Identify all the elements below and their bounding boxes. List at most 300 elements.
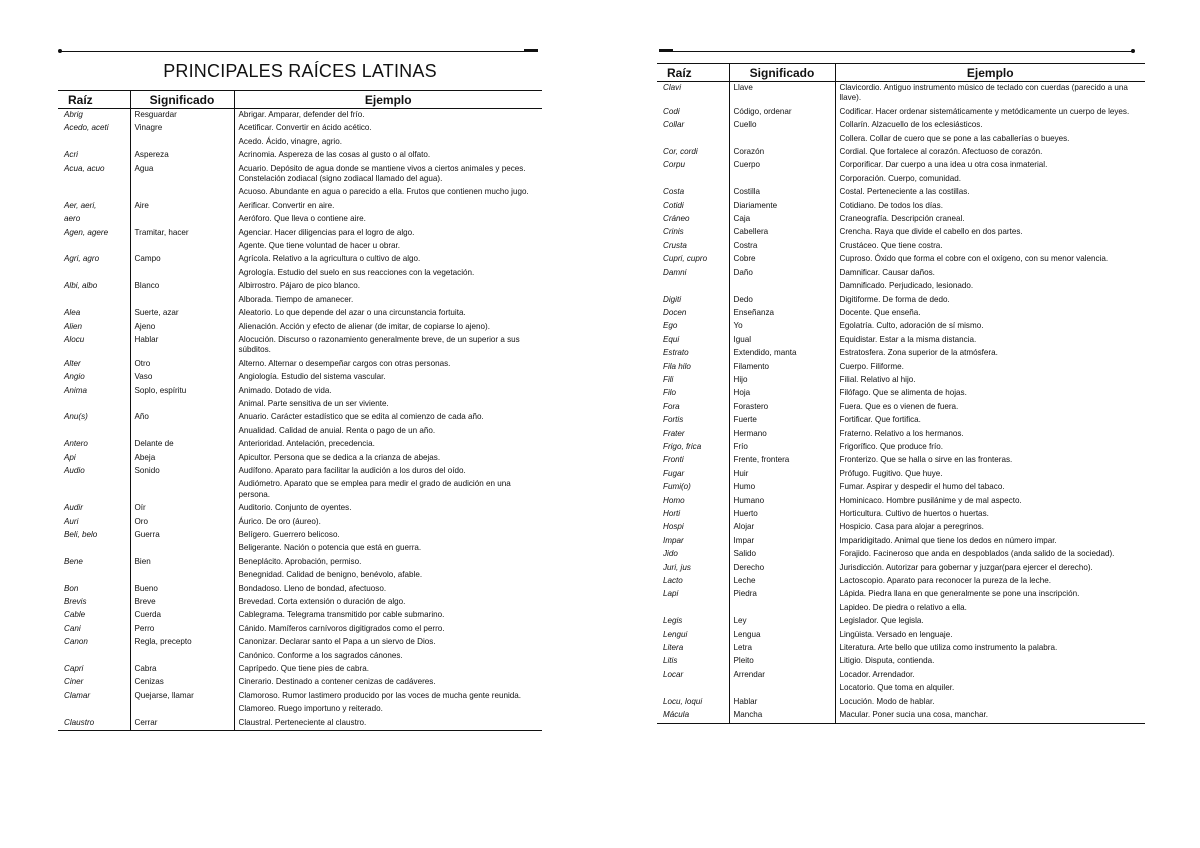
meaning-cell	[130, 542, 234, 555]
meaning-cell: Quejarse, llamar	[130, 690, 234, 703]
root-cell: Auri	[64, 516, 79, 526]
table-row	[58, 502, 542, 515]
meaning-cell	[130, 650, 234, 663]
example-cell: Albirrostro. Pájaro de pico blanco.	[234, 280, 542, 293]
example-cell: Brevedad. Corta extensión o duración de algo.	[234, 596, 542, 609]
example-cell: Clamoreo. Ruego importuno y reiterado.	[234, 703, 542, 716]
example-cell: Alborada. Tiempo de amanecer.	[234, 294, 542, 307]
example-cell: Locatorio. Que toma en alquiler.	[835, 682, 1145, 695]
table-row	[657, 173, 1145, 186]
root-cell: Alea	[64, 308, 81, 318]
table-row	[657, 82, 1145, 106]
meaning-cell	[130, 478, 234, 502]
example-cell: Alienación. Acción y efecto de alienar (de imitar, de copiarse lo ajeno).	[234, 321, 542, 334]
example-cell: Áurico. De oro (áureo).	[234, 516, 542, 529]
root-cell	[58, 267, 130, 280]
root-cell: Abrig	[64, 110, 83, 119]
example-cell: Forajido. Facineroso que anda en despoblados (anda salido de la sociedad).	[835, 548, 1145, 561]
example-cell: Damnificar. Causar daños.	[835, 267, 1145, 280]
root-cell: Cor, cordi	[663, 147, 698, 157]
table-row	[657, 588, 1145, 601]
table-row	[657, 320, 1145, 333]
example-cell: Prófugo. Fugitivo. Que huye.	[835, 468, 1145, 481]
meaning-cell: Cuerda	[130, 609, 234, 622]
root-cell: Collar	[663, 120, 685, 130]
example-cell: Bondadoso. Lleno de bondad, afectuoso.	[234, 583, 542, 596]
root-cell: aero	[64, 214, 81, 224]
root-cell: Angio	[64, 372, 85, 382]
example-cell: Craneografía. Descripción craneal.	[835, 213, 1145, 226]
page-title: PRINCIPALES RAÍCES LATINAS	[163, 61, 437, 81]
table-row	[657, 374, 1145, 387]
example-cell: Beligerante. Nación o potencia que está en guerra.	[234, 542, 542, 555]
table-row	[58, 529, 542, 542]
example-cell: Corporación. Cuerpo, comunidad.	[835, 173, 1145, 186]
table-row	[657, 159, 1145, 172]
root-cell: Bon	[64, 583, 79, 593]
table-row	[657, 133, 1145, 146]
example-cell: Anterioridad. Antelación, precedencia.	[234, 438, 542, 451]
example-cell: Locución. Modo de hablar.	[835, 696, 1145, 709]
table-row	[657, 213, 1145, 226]
root-cell: Cupri, cupro	[663, 254, 708, 264]
example-cell: Lápida. Piedra llana en que generalmente se pone una inscripción.	[835, 588, 1145, 601]
root-cell: Digiti	[663, 294, 681, 304]
example-cell: Acrinomia. Aspereza de las cosas al gusto o al olfato.	[234, 149, 542, 162]
meaning-cell: Cenizas	[130, 676, 234, 689]
root-cell: Audio	[64, 465, 85, 475]
table-row	[58, 334, 542, 358]
root-cell: Litis	[663, 656, 678, 666]
meaning-cell: Corazón	[729, 146, 835, 159]
root-cell	[657, 280, 729, 293]
meaning-cell: Suerte, azar	[130, 307, 234, 320]
table-row	[58, 411, 542, 424]
meaning-cell	[130, 398, 234, 411]
root-cell: Crinis	[663, 227, 684, 237]
right-rule-bar	[659, 49, 673, 52]
meaning-cell: Aire	[130, 200, 234, 213]
right-roots-table	[657, 63, 1145, 724]
table-row	[58, 122, 542, 135]
table-row	[58, 385, 542, 398]
root-cell: Clamar	[64, 690, 91, 700]
meaning-cell: Fuerte	[729, 414, 835, 427]
root-cell: Jido	[663, 549, 678, 559]
root-cell: Agri, agro	[64, 254, 100, 264]
example-cell: Horticultura. Cultivo de huertos o huertas.	[835, 508, 1145, 521]
meaning-cell: Cabellera	[729, 226, 835, 239]
table-row	[58, 690, 542, 703]
table-row	[58, 186, 542, 199]
root-cell: Bene	[64, 556, 83, 566]
root-cell: Antero	[64, 439, 88, 449]
example-cell: Angiología. Estudio del sistema vascular.	[234, 371, 542, 384]
table-row	[657, 146, 1145, 159]
table-row	[657, 696, 1145, 709]
example-cell: Fortificar. Que fortifica.	[835, 414, 1145, 427]
table-row	[657, 642, 1145, 655]
meaning-cell: Frío	[729, 441, 835, 454]
example-cell: Alocución. Discurso o razonamiento generalmente breve, de un superior a sus súbditos.	[234, 334, 542, 358]
meaning-cell: Huerto	[729, 508, 835, 521]
root-cell: Ciner	[64, 677, 84, 687]
table-row	[58, 663, 542, 676]
root-cell: Anu(s)	[64, 412, 88, 422]
meaning-cell: Breve	[130, 596, 234, 609]
table-row	[657, 709, 1145, 723]
root-cell: Alocu	[64, 334, 85, 344]
root-cell	[657, 602, 729, 615]
root-cell	[58, 398, 130, 411]
meaning-cell	[130, 267, 234, 280]
example-cell: Docente. Que enseña.	[835, 307, 1145, 320]
meaning-cell	[729, 602, 835, 615]
root-cell: Costa	[663, 187, 685, 197]
example-cell: Hominicaco. Hombre pusilánime y de mal aspecto.	[835, 495, 1145, 508]
example-cell: Filial. Relativo al hijo.	[835, 374, 1145, 387]
example-cell: Cánido. Mamíferos carnívoros digitigrados como el perro.	[234, 623, 542, 636]
meaning-cell: Pleito	[729, 655, 835, 668]
example-cell: Filófago. Que se alimenta de hojas.	[835, 387, 1145, 400]
table-row	[657, 655, 1145, 668]
meaning-cell: Resguardar	[130, 109, 234, 123]
example-cell: Estratosfera. Zona superior de la atmósfera.	[835, 347, 1145, 360]
example-cell: Crencha. Raya que divide el cabello en dos partes.	[835, 226, 1145, 239]
root-cell	[58, 294, 130, 307]
root-cell: Fortis	[663, 415, 684, 425]
example-cell: Cinerario. Destinado a contener cenizas de cadáveres.	[234, 676, 542, 689]
example-cell: Canonizar. Declarar santo el Papa a un siervo de Dios.	[234, 636, 542, 649]
example-cell: Literatura. Arte bello que utiliza como instrumento la palabra.	[835, 642, 1145, 655]
meaning-cell: Igual	[729, 334, 835, 347]
root-cell: Alien	[64, 321, 82, 331]
table-row	[58, 240, 542, 253]
meaning-cell: Impar	[729, 535, 835, 548]
table-row	[58, 227, 542, 240]
root-cell: Mácula	[657, 709, 729, 723]
root-cell: Corpu	[663, 160, 686, 170]
example-cell: Acedo. Ácido, vinagre, agrio.	[234, 136, 542, 149]
example-cell: Lapideo. De piedra o relativo a ella.	[835, 602, 1145, 615]
meaning-cell: Forastero	[729, 401, 835, 414]
example-cell: Claustral. Perteneciente al claustro.	[234, 717, 542, 731]
meaning-cell: Aspereza	[130, 149, 234, 162]
left-top-rule	[60, 51, 538, 52]
header-raiz: Raíz	[657, 64, 729, 82]
table-row	[657, 495, 1145, 508]
header-ejemplo: Ejemplo	[835, 64, 1145, 82]
root-cell: Crusta	[663, 240, 687, 250]
header-ejemplo: Ejemplo	[234, 91, 542, 109]
meaning-cell: Ley	[729, 615, 835, 628]
example-cell: Aleatorio. Lo que depende del azar o una circunstancia fortuita.	[234, 307, 542, 320]
root-cell: Cotidi	[663, 200, 684, 210]
example-cell: Agente. Que tiene voluntad de hacer u obrar.	[234, 240, 542, 253]
root-cell: Acedo, aceti	[64, 123, 109, 133]
table-row	[657, 548, 1145, 561]
example-cell: Abrigar. Amparar, defender del frío.	[234, 109, 542, 123]
example-cell: Costal. Perteneciente a las costillas.	[835, 186, 1145, 199]
meaning-cell: Dedo	[729, 294, 835, 307]
example-cell: Belígero. Guerrero belicoso.	[234, 529, 542, 542]
meaning-cell: Oír	[130, 502, 234, 515]
root-cell	[58, 542, 130, 555]
meaning-cell: Guerra	[130, 529, 234, 542]
meaning-cell: Abeja	[130, 452, 234, 465]
root-cell: Cráneo	[663, 214, 690, 224]
example-cell: Animado. Dotado de vida.	[234, 385, 542, 398]
table-row	[657, 428, 1145, 441]
meaning-cell: Diariamente	[729, 200, 835, 213]
meaning-cell: Soplo, espíritu	[130, 385, 234, 398]
table-row	[58, 609, 542, 622]
meaning-cell: Enseñanza	[729, 307, 835, 320]
table-row	[657, 334, 1145, 347]
root-cell: Fila hilo	[663, 361, 691, 371]
meaning-cell	[130, 425, 234, 438]
table-row	[58, 425, 542, 438]
table-row	[58, 465, 542, 478]
meaning-cell: Humano	[729, 495, 835, 508]
meaning-cell: Delante de	[130, 438, 234, 451]
meaning-cell: Mancha	[729, 709, 835, 723]
example-cell: Audífono. Aparato para facilitar la audición a los duros del oído.	[234, 465, 542, 478]
example-cell: Cuproso. Óxido que forma el cobre con el oxígeno, con su menor valencia.	[835, 253, 1145, 266]
table-row	[58, 478, 542, 502]
root-cell: Clavi	[663, 83, 681, 92]
table-row	[58, 371, 542, 384]
meaning-cell: Arrendar	[729, 669, 835, 682]
example-cell: Hospicio. Casa para alojar a peregrinos.	[835, 521, 1145, 534]
root-cell: Frigo, frica	[663, 441, 702, 451]
table-row	[657, 253, 1145, 266]
root-cell: Damni	[663, 267, 687, 277]
example-cell: Audiómetro. Aparato que se emplea para medir el grado de audición en una persona.	[234, 478, 542, 502]
root-cell: Locu, loqui	[663, 696, 703, 706]
example-cell: Cablegrama. Telegrama transmitido por cable submarino.	[234, 609, 542, 622]
root-cell: Filo	[663, 388, 677, 398]
root-cell	[657, 173, 729, 186]
meaning-cell: Letra	[729, 642, 835, 655]
meaning-cell: Yo	[729, 320, 835, 333]
meaning-cell: Cuerpo	[729, 159, 835, 172]
example-cell: Agenciar. Hacer diligencias para el logro de algo.	[234, 227, 542, 240]
meaning-cell: Extendido, manta	[729, 347, 835, 360]
meaning-cell	[130, 294, 234, 307]
example-cell: Locador. Arrendador.	[835, 669, 1145, 682]
table-row	[657, 186, 1145, 199]
example-cell: Acuoso. Abundante en agua o parecido a ella. Frutos que contienen mucho jugo.	[234, 186, 542, 199]
example-cell: Acetificar. Convertir en ácido acético.	[234, 122, 542, 135]
root-cell	[58, 478, 130, 502]
example-cell: Fuera. Que es o vienen de fuera.	[835, 401, 1145, 414]
table-row	[58, 650, 542, 663]
table-row	[58, 321, 542, 334]
meaning-cell: Cobre	[729, 253, 835, 266]
table-row	[657, 267, 1145, 280]
table-row	[657, 401, 1145, 414]
example-cell: Codificar. Hacer ordenar sistemáticamente y metódicamente un cuerpo de leyes.	[835, 106, 1145, 119]
meaning-cell: Sonido	[130, 465, 234, 478]
root-cell: Cable	[64, 610, 86, 620]
root-cell: Beli, belo	[64, 530, 98, 539]
example-cell: Damnificado. Perjudicado, lesionado.	[835, 280, 1145, 293]
table-row	[58, 294, 542, 307]
root-cell: Equi	[663, 334, 680, 344]
root-cell: Agen, agere	[64, 227, 109, 237]
meaning-cell: Derecho	[729, 562, 835, 575]
table-row	[657, 441, 1145, 454]
meaning-cell: Blanco	[130, 280, 234, 293]
table-row	[657, 669, 1145, 682]
example-cell: Legislador. Que legisla.	[835, 615, 1145, 628]
meaning-cell: Campo	[130, 253, 234, 266]
root-cell: Fili	[663, 374, 674, 384]
table-row	[58, 398, 542, 411]
meaning-cell	[729, 280, 835, 293]
table-row	[58, 280, 542, 293]
meaning-cell	[130, 136, 234, 149]
root-cell: Lapi	[663, 589, 679, 599]
table-row	[58, 267, 542, 280]
example-cell: Equidistar. Estar a la misma distancia.	[835, 334, 1145, 347]
root-cell: Cani	[64, 623, 81, 633]
meaning-cell: Humo	[729, 481, 835, 494]
root-cell: Fora	[663, 401, 680, 411]
example-cell: Clavicordio. Antiguo instrumento músico de teclado con cuerdas (parecido a una llave).	[835, 82, 1145, 106]
example-cell: Egolatría. Culto, adoración de sí mismo.	[835, 320, 1145, 333]
table-row	[657, 414, 1145, 427]
table-row	[657, 387, 1145, 400]
table-row	[657, 454, 1145, 467]
table-row	[58, 676, 542, 689]
header-significado: Significado	[130, 91, 234, 109]
meaning-cell: Bueno	[130, 583, 234, 596]
example-cell: Agrícola. Relativo a la agricultura o cultivo de algo.	[234, 253, 542, 266]
root-cell: Fronti	[663, 455, 684, 465]
example-cell: Collarín. Alzacuello de los eclesiásticos.	[835, 119, 1145, 132]
meaning-cell: Filamento	[729, 361, 835, 374]
example-cell: Agrología. Estudio del suelo en sus reacciones con la vegetación.	[234, 267, 542, 280]
meaning-cell: Costilla	[729, 186, 835, 199]
root-cell: Horti	[663, 509, 681, 518]
root-cell: Acua, acuo	[64, 163, 105, 173]
root-cell: Canon	[64, 637, 88, 647]
table-row	[58, 253, 542, 266]
table-row	[657, 347, 1145, 360]
table-row	[58, 438, 542, 451]
meaning-cell: Hoja	[729, 387, 835, 400]
meaning-cell: Daño	[729, 267, 835, 280]
example-cell: Fraterno. Relativo a los hermanos.	[835, 428, 1145, 441]
root-cell: Alter	[64, 358, 81, 368]
table-row	[657, 361, 1145, 374]
table-row	[58, 149, 542, 162]
example-cell: Apicultor. Persona que se dedica a la crianza de abejas.	[234, 452, 542, 465]
table-row	[657, 629, 1145, 642]
table-row	[657, 575, 1145, 588]
table-row	[657, 562, 1145, 575]
example-cell: Fronterizo. Que se halla o sirve en las fronteras.	[835, 454, 1145, 467]
table-row	[657, 307, 1145, 320]
root-cell	[58, 240, 130, 253]
example-cell: Aerificar. Convertir en aire.	[234, 200, 542, 213]
meaning-cell	[729, 173, 835, 186]
table-row	[58, 213, 542, 226]
example-cell: Crustáceo. Que tiene costra.	[835, 240, 1145, 253]
table-row	[58, 703, 542, 716]
table-row	[657, 481, 1145, 494]
root-cell: Litera	[663, 643, 684, 653]
table-row	[657, 226, 1145, 239]
example-cell: Corporificar. Dar cuerpo a una idea u otra cosa inmaterial.	[835, 159, 1145, 172]
root-cell: Hospi	[663, 522, 684, 532]
root-cell: Anima	[64, 385, 87, 395]
example-cell: Auditorio. Conjunto de oyentes.	[234, 502, 542, 515]
example-cell: Cordial. Que fortalece al corazón. Afectuoso de corazón.	[835, 146, 1145, 159]
table-row	[657, 521, 1145, 534]
table-row	[58, 556, 542, 569]
example-cell: Anualidad. Calidad de anuial. Renta o pago de un año.	[234, 425, 542, 438]
example-cell: Frigorífico. Que produce frío.	[835, 441, 1145, 454]
meaning-cell	[729, 133, 835, 146]
meaning-cell	[130, 213, 234, 226]
table-row	[657, 240, 1145, 253]
table-row	[657, 468, 1145, 481]
example-cell: Anuario. Carácter estadístico que se edita al comienzo de cada año.	[234, 411, 542, 424]
root-cell	[657, 133, 729, 146]
left-rule-dot	[58, 49, 62, 53]
meaning-cell: Vaso	[130, 371, 234, 384]
table-row	[657, 615, 1145, 628]
root-cell	[657, 682, 729, 695]
root-cell: Docen	[663, 307, 687, 317]
example-cell: Macular. Poner sucia una cosa, manchar.	[835, 709, 1145, 723]
meaning-cell: Cerrar	[130, 717, 234, 731]
table-row	[657, 280, 1145, 293]
root-cell: Fugar	[663, 468, 685, 478]
example-cell: Aeróforo. Que lleva o contiene aire.	[234, 213, 542, 226]
left-roots-table	[58, 90, 542, 731]
root-cell: Aer, aeri,	[64, 200, 97, 210]
root-cell	[58, 569, 130, 582]
meaning-cell: Frente, frontera	[729, 454, 835, 467]
table-row	[58, 516, 542, 529]
meaning-cell: Otro	[130, 358, 234, 371]
table-row	[58, 623, 542, 636]
example-cell: Digitiforme. De forma de dedo.	[835, 294, 1145, 307]
root-cell: Brevis	[64, 597, 87, 607]
header-raiz: Raíz	[58, 91, 130, 109]
meaning-cell: Alojar	[729, 521, 835, 534]
root-cell: Acri	[64, 150, 78, 160]
table-row	[58, 358, 542, 371]
root-cell: Fumi(o)	[663, 482, 691, 492]
meaning-cell: Perro	[130, 623, 234, 636]
root-cell: Locar	[663, 669, 684, 679]
header-significado: Significado	[729, 64, 835, 82]
table-row	[58, 542, 542, 555]
meaning-cell: Leche	[729, 575, 835, 588]
table-row	[657, 119, 1145, 132]
root-cell	[58, 703, 130, 716]
table-row	[657, 106, 1145, 119]
root-cell: Estrato	[663, 348, 689, 358]
example-cell: Caprípedo. Que tiene pies de cabra.	[234, 663, 542, 676]
example-cell: Fumar. Aspirar y despedir el humo del tabaco.	[835, 481, 1145, 494]
table-row	[58, 636, 542, 649]
